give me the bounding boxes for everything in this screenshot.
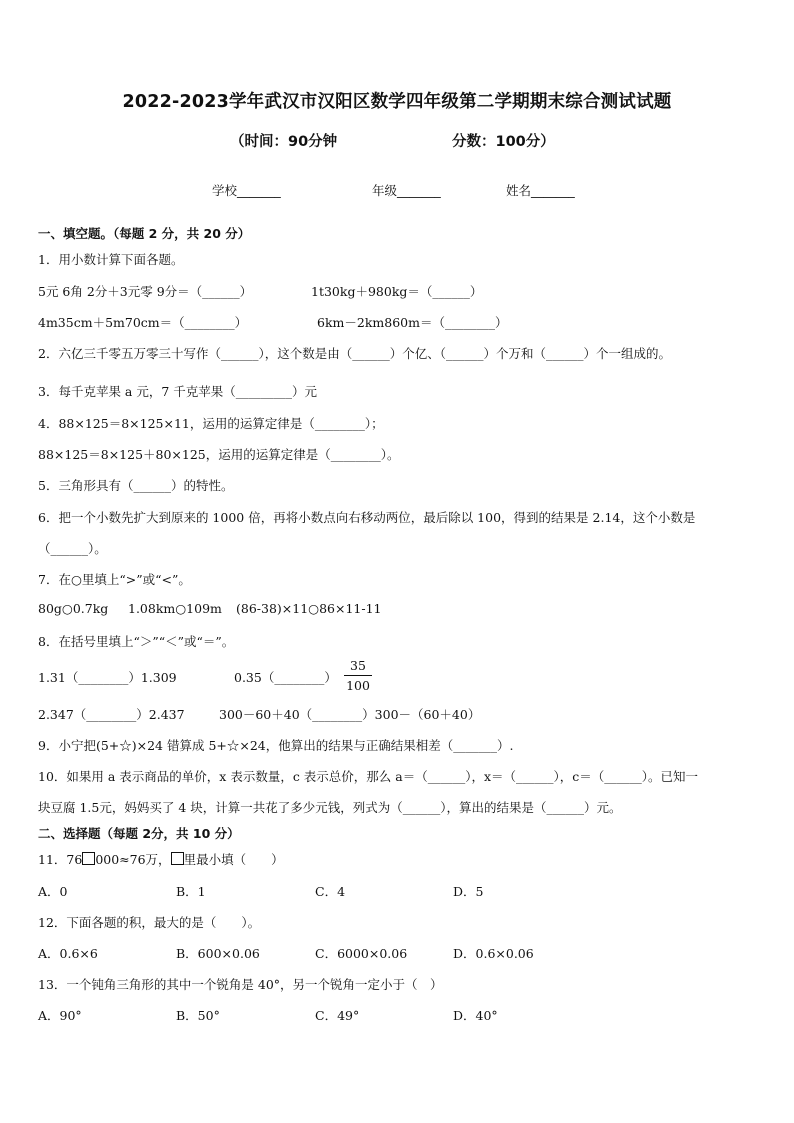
option-11-d: D．5 [453,884,484,899]
question-8c: 2.347（________）2.437 [38,707,185,722]
question-1: 1．用小数计算下面各题。 [38,252,184,267]
option-11-c: C．4 [315,884,346,899]
question-4b: 88×125＝8×125＋80×125，运用的运算定律是（________）。 [38,447,400,462]
question-11-suffix: 里最小填（ ） [183,852,284,867]
fraction-numerator: 35 [350,658,366,673]
question-8: 8．在括号里填上“＞”“＜”或“＝”。 [38,634,235,649]
question-9: 9．小宁把(5+☆)×24 错算成 5+☆×24，他算出的结果与正确结果相差（_______）. [38,738,514,753]
fraction-bar [344,675,372,676]
question-13: 13．一个钝角三角形的其中一个锐角是 40°，另一个锐角一定小于（ ） [38,977,443,992]
question-6b: （______）。 [38,541,107,556]
question-6a: 6．把一个小数先扩大到原来的 1000 倍，再将小数点向右移动两位，最后除以 100，得到的结果是 2.14，这个小数是 [38,510,696,525]
grade-field: 年级_______ [372,183,441,198]
name-field: 姓名_______ [506,183,575,198]
option-12-a: A．0.6×6 [38,946,98,961]
question-5: 5．三角形具有（______）的特性。 [38,478,234,493]
option-11-b: B．1 [176,884,206,899]
question-7b: 1.08km○109m [128,601,222,616]
question-12: 12．下面各题的积，最大的是（ ）。 [38,915,261,930]
total-score: 分数：100分） [452,134,555,150]
question-4a: 4．88×125＝8×125×11，运用的运算定律是（________）； [38,416,384,431]
question-1b: 1t30kg＋980kg＝（______） [311,284,483,299]
option-13-d: D．40° [453,1008,498,1023]
option-13-b: B．50° [176,1008,220,1023]
fraction-denominator: 100 [346,678,370,693]
option-12-c: C．6000×0.06 [315,946,408,961]
question-8b: 0.35（________） [234,670,337,685]
question-10a: 10．如果用 a 表示商品的单价，x 表示数量，c 表示总价，那么 a＝（______），x＝（______），c＝（______）。已知一 [38,769,699,784]
question-7c: (86-38)×11○86×11-11 [236,601,382,616]
option-13-c: C．49° [315,1008,360,1023]
time-limit: （时间：90分钟 [230,134,338,150]
question-11 [38,850,284,868]
section-heading-fill-in: 一、填空题。（每题 2 分，共 20 分） [38,226,251,241]
question-10b: 块豆腐 1.5元，妈妈买了 4 块，计算一共花了多少元钱，列式为（______），算出的结果是（______）元。 [38,800,622,815]
fraction [344,658,372,693]
blank-box-icon [171,852,184,865]
question-7: 7．在○里填上“>”或“<”。 [38,572,191,587]
option-12-b: B．600×0.06 [176,946,260,961]
question-7a: 80g○0.7kg [38,601,109,616]
question-8d: 300－60＋40（________）300－（60＋40） [219,707,481,722]
question-8a: 1.31（________）1.309 [38,670,177,685]
question-1a: 5元 6角 2分＋3元零 9分＝（______） [38,284,253,299]
question-2: 2．六亿三千零五万零三十写作（______），这个数是由（______）个亿、（______）个万和（______）个一组成的。 [38,346,671,361]
blank-box-icon [82,852,95,865]
school-field: 学校_______ [212,183,281,198]
section-heading-choice: 二、选择题（每题 2分，共 10 分） [38,826,240,841]
option-12-d: D．0.6×0.06 [453,946,534,961]
question-11-middle: 000≈76万， [95,852,171,867]
option-13-a: A．90° [38,1008,82,1023]
question-3: 3．每千克苹果 a 元，7 千克苹果（_________）元 [38,384,318,399]
question-11-prefix: 11．76 [38,852,83,867]
option-11-a: A．0 [38,884,68,899]
page-title: 2022-2023学年武汉市汉阳区数学四年级第二学期期末综合测试试题 [122,92,672,112]
question-1d: 6km－2km860m＝（________） [317,315,508,330]
question-1c: 4m35cm＋5m70cm＝（________） [38,315,248,330]
